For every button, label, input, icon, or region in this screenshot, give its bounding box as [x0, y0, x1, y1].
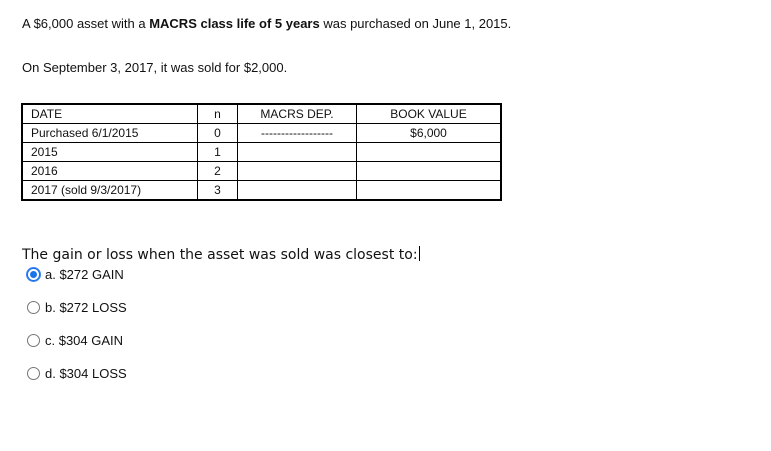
table-row [22, 162, 501, 181]
sale-statement: On September 3, 2017, it was sold for $2,000. [22, 60, 288, 75]
intro-prefix: A $6,000 asset with a [22, 16, 150, 31]
cell-n: 1 [198, 143, 238, 162]
table-row [22, 124, 501, 143]
cell-date: 2017 (sold 9/3/2017) [22, 181, 198, 201]
option-label: c. $304 GAIN [45, 332, 124, 348]
cell-book-value [357, 143, 502, 162]
cell-macrs-dep [238, 143, 357, 162]
intro-suffix: was purchased on June 1, 2015. [319, 16, 512, 31]
option-d[interactable] [27, 364, 127, 382]
option-label: d. $304 LOSS [45, 365, 127, 381]
cell-n: 3 [198, 181, 238, 201]
cell-macrs-dep [238, 181, 357, 201]
cell-date: 2016 [22, 162, 198, 181]
header-book-value: BOOK VALUE [357, 104, 502, 124]
cell-n: 0 [198, 124, 238, 143]
cell-date: Purchased 6/1/2015 [22, 124, 198, 143]
header-n: n [198, 104, 238, 124]
radio-button-selected[interactable] [27, 268, 40, 281]
option-c[interactable] [27, 331, 123, 349]
problem-intro [22, 16, 511, 32]
cell-book-value [357, 181, 502, 201]
intro-class-life: MACRS class life of 5 years [149, 16, 320, 31]
text-cursor [419, 246, 420, 261]
table-row [22, 143, 501, 162]
radio-button[interactable] [27, 301, 40, 314]
macrs-table [21, 103, 502, 201]
option-label: a. $272 GAIN [45, 266, 124, 282]
header-date: DATE [22, 104, 198, 124]
radio-button[interactable] [27, 334, 40, 347]
radio-button[interactable] [27, 367, 40, 380]
question-text: The gain or loss when the asset was sold was closest to: [22, 247, 418, 263]
header-macrs-dep: MACRS DEP. [238, 104, 357, 124]
option-b[interactable] [27, 298, 127, 316]
table-header-row [22, 104, 501, 124]
cell-macrs-dep: ------------------ [238, 124, 357, 143]
cell-n: 2 [198, 162, 238, 181]
cell-date: 2015 [22, 143, 198, 162]
question-prompt [22, 246, 420, 264]
cell-macrs-dep [238, 162, 357, 181]
option-label: b. $272 LOSS [45, 299, 127, 315]
option-a[interactable] [27, 265, 124, 283]
cell-book-value: $6,000 [357, 124, 502, 143]
cell-book-value [357, 162, 502, 181]
table-row [22, 181, 501, 201]
